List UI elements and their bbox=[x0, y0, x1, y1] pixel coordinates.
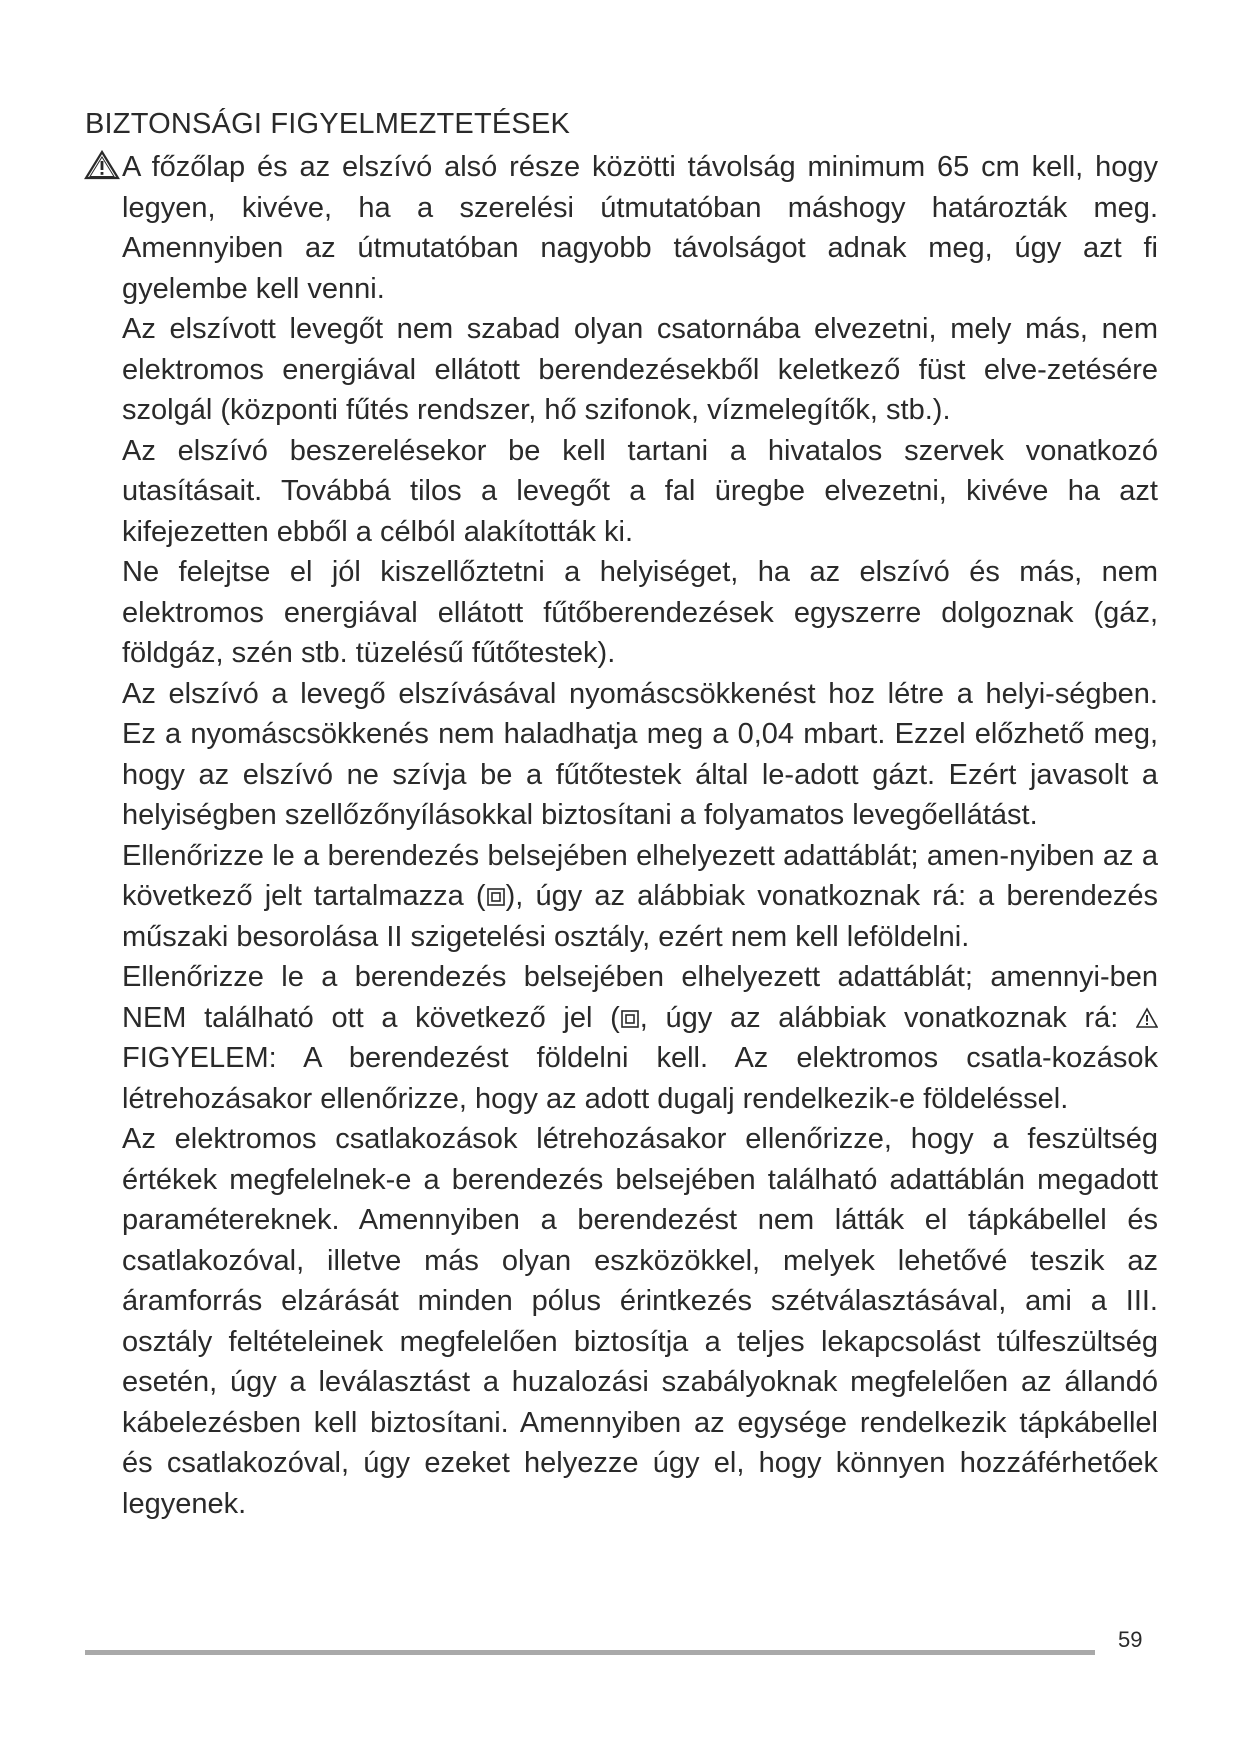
page-number: 59 bbox=[1118, 1627, 1143, 1652]
grounding-text-before: Ellenőrizze le a berendezés belsejében elhelyezett adattáblát; amennyi-ben NEM található ott a következő jel ( bbox=[122, 961, 1158, 1034]
paragraph-grounding bbox=[122, 957, 1158, 1119]
grounding-text-after: FIGYELEM: A berendezést földelni kell. Az elektromos csatla-kozások létrehozásakor ellenőrizze, hogy az adott dugalj rendelkezik-e földeléssel. bbox=[122, 1042, 1158, 1115]
paragraph-distance: A főzőlap és az elszívó alsó része közötti távolság minimum 65 cm kell, hogy legyen, kivéve, ha a szerelési útmutatóban máshogy határozták meg. Amennyiben az útmutatóban nagyobb távolságot adnak meg, úgy azt fi gyelembe kell venni. bbox=[122, 151, 1158, 305]
class-two-text-before: Ellenőrizze le a berendezés belsejében elhelyezett adattáblát; amen-nyiben az a következő jelt tartalmazza ( bbox=[122, 839, 1158, 912]
warnings-body bbox=[122, 147, 1158, 1524]
grounding-text-middle: , úgy az alábbiak vonatkoznak rá: bbox=[639, 1001, 1136, 1034]
double-insulation-icon bbox=[621, 1010, 639, 1028]
warning-triangle-icon bbox=[1136, 1007, 1158, 1029]
paragraph-exhaust-duct: Az elszívott levegőt nem szabad olyan csatornába elvezetni, mely más, nem elektromos energiával ellátott berendezésekből keletkező füst elve-zetésére szolgál (központi fűtés rendszer, hő szifonok, vízmelegítők, stb.). bbox=[122, 313, 1158, 426]
paragraph-pressure: Az elszívó a levegő elszívásával nyomáscsökkenést hoz létre a helyi-ségben. Ez a nyomáscsökkenés nem haladhatja meg a 0,04 mbart. Ezzel előzhető meg, hogy az elszívó ne szívja be a fűtőtestek által le-adott gázt. Ezért javasolt a helyiségben szellőzőnyílásokkal biztosítani a folyamatos levegőellátást. bbox=[122, 677, 1158, 831]
paragraph-class-two bbox=[122, 836, 1158, 958]
paragraph-regulations: Az elszívó beszerelésekor be kell tartani a hivatalos szervek vonatkozó utasításait. Továbbá tilos a levegőt a fal üregbe elvezetni, kivéve ha azt kifejezetten ebből a célból alakították ki. bbox=[122, 434, 1158, 548]
footer-divider bbox=[85, 1650, 1095, 1655]
double-insulation-icon bbox=[487, 888, 505, 906]
paragraph-ventilation: Ne felejtse el jól kiszellőztetni a helyiséget, ha az elszívó és más, nem elektromos energiával ellátott fűtőberendezések egyszerre dolgoznak (gáz, földgáz, szén stb. tüzelésű fűtőtestek). bbox=[122, 556, 1158, 669]
warning-triangle-icon bbox=[84, 150, 120, 180]
section-heading: BIZTONSÁGI FIGYELMEZTETÉSEK bbox=[85, 108, 571, 140]
class-two-text-after: ), úgy az alábbiak vonatkoznak rá: a berendezés műszaki besorolása II szigetelési osztály, ezért nem kell leföldelni. bbox=[122, 880, 1159, 953]
paragraph-electrical-connection: Az elektromos csatlakozások létrehozásakor ellenőrizze, hogy a feszültség értékek megfelelnek-e a berendezés belsejében található adattáblán megadott paramétereknek. Amennyiben a berendezést nem látták el tápkábellel és csatlakozóval, illetve más olyan eszközökkel, melyek lehetővé teszik az áramforrás elzárását minden pólus érintkezés szétválasztásával, ami a III. osztály feltételeinek megfelelően biztosítja a teljes lekapcsolást túlfeszültség esetén, úgy a leválasztást a huzalozási szabályoknak megfelelően az állandó kábelezésben kell biztosítani. Amennyiben az egysége rendelkezik tápkábellel és csatlakozóval, úgy ezeket helyezze úgy el, hogy könnyen hozzáférhetőek legyenek. bbox=[122, 1123, 1158, 1520]
